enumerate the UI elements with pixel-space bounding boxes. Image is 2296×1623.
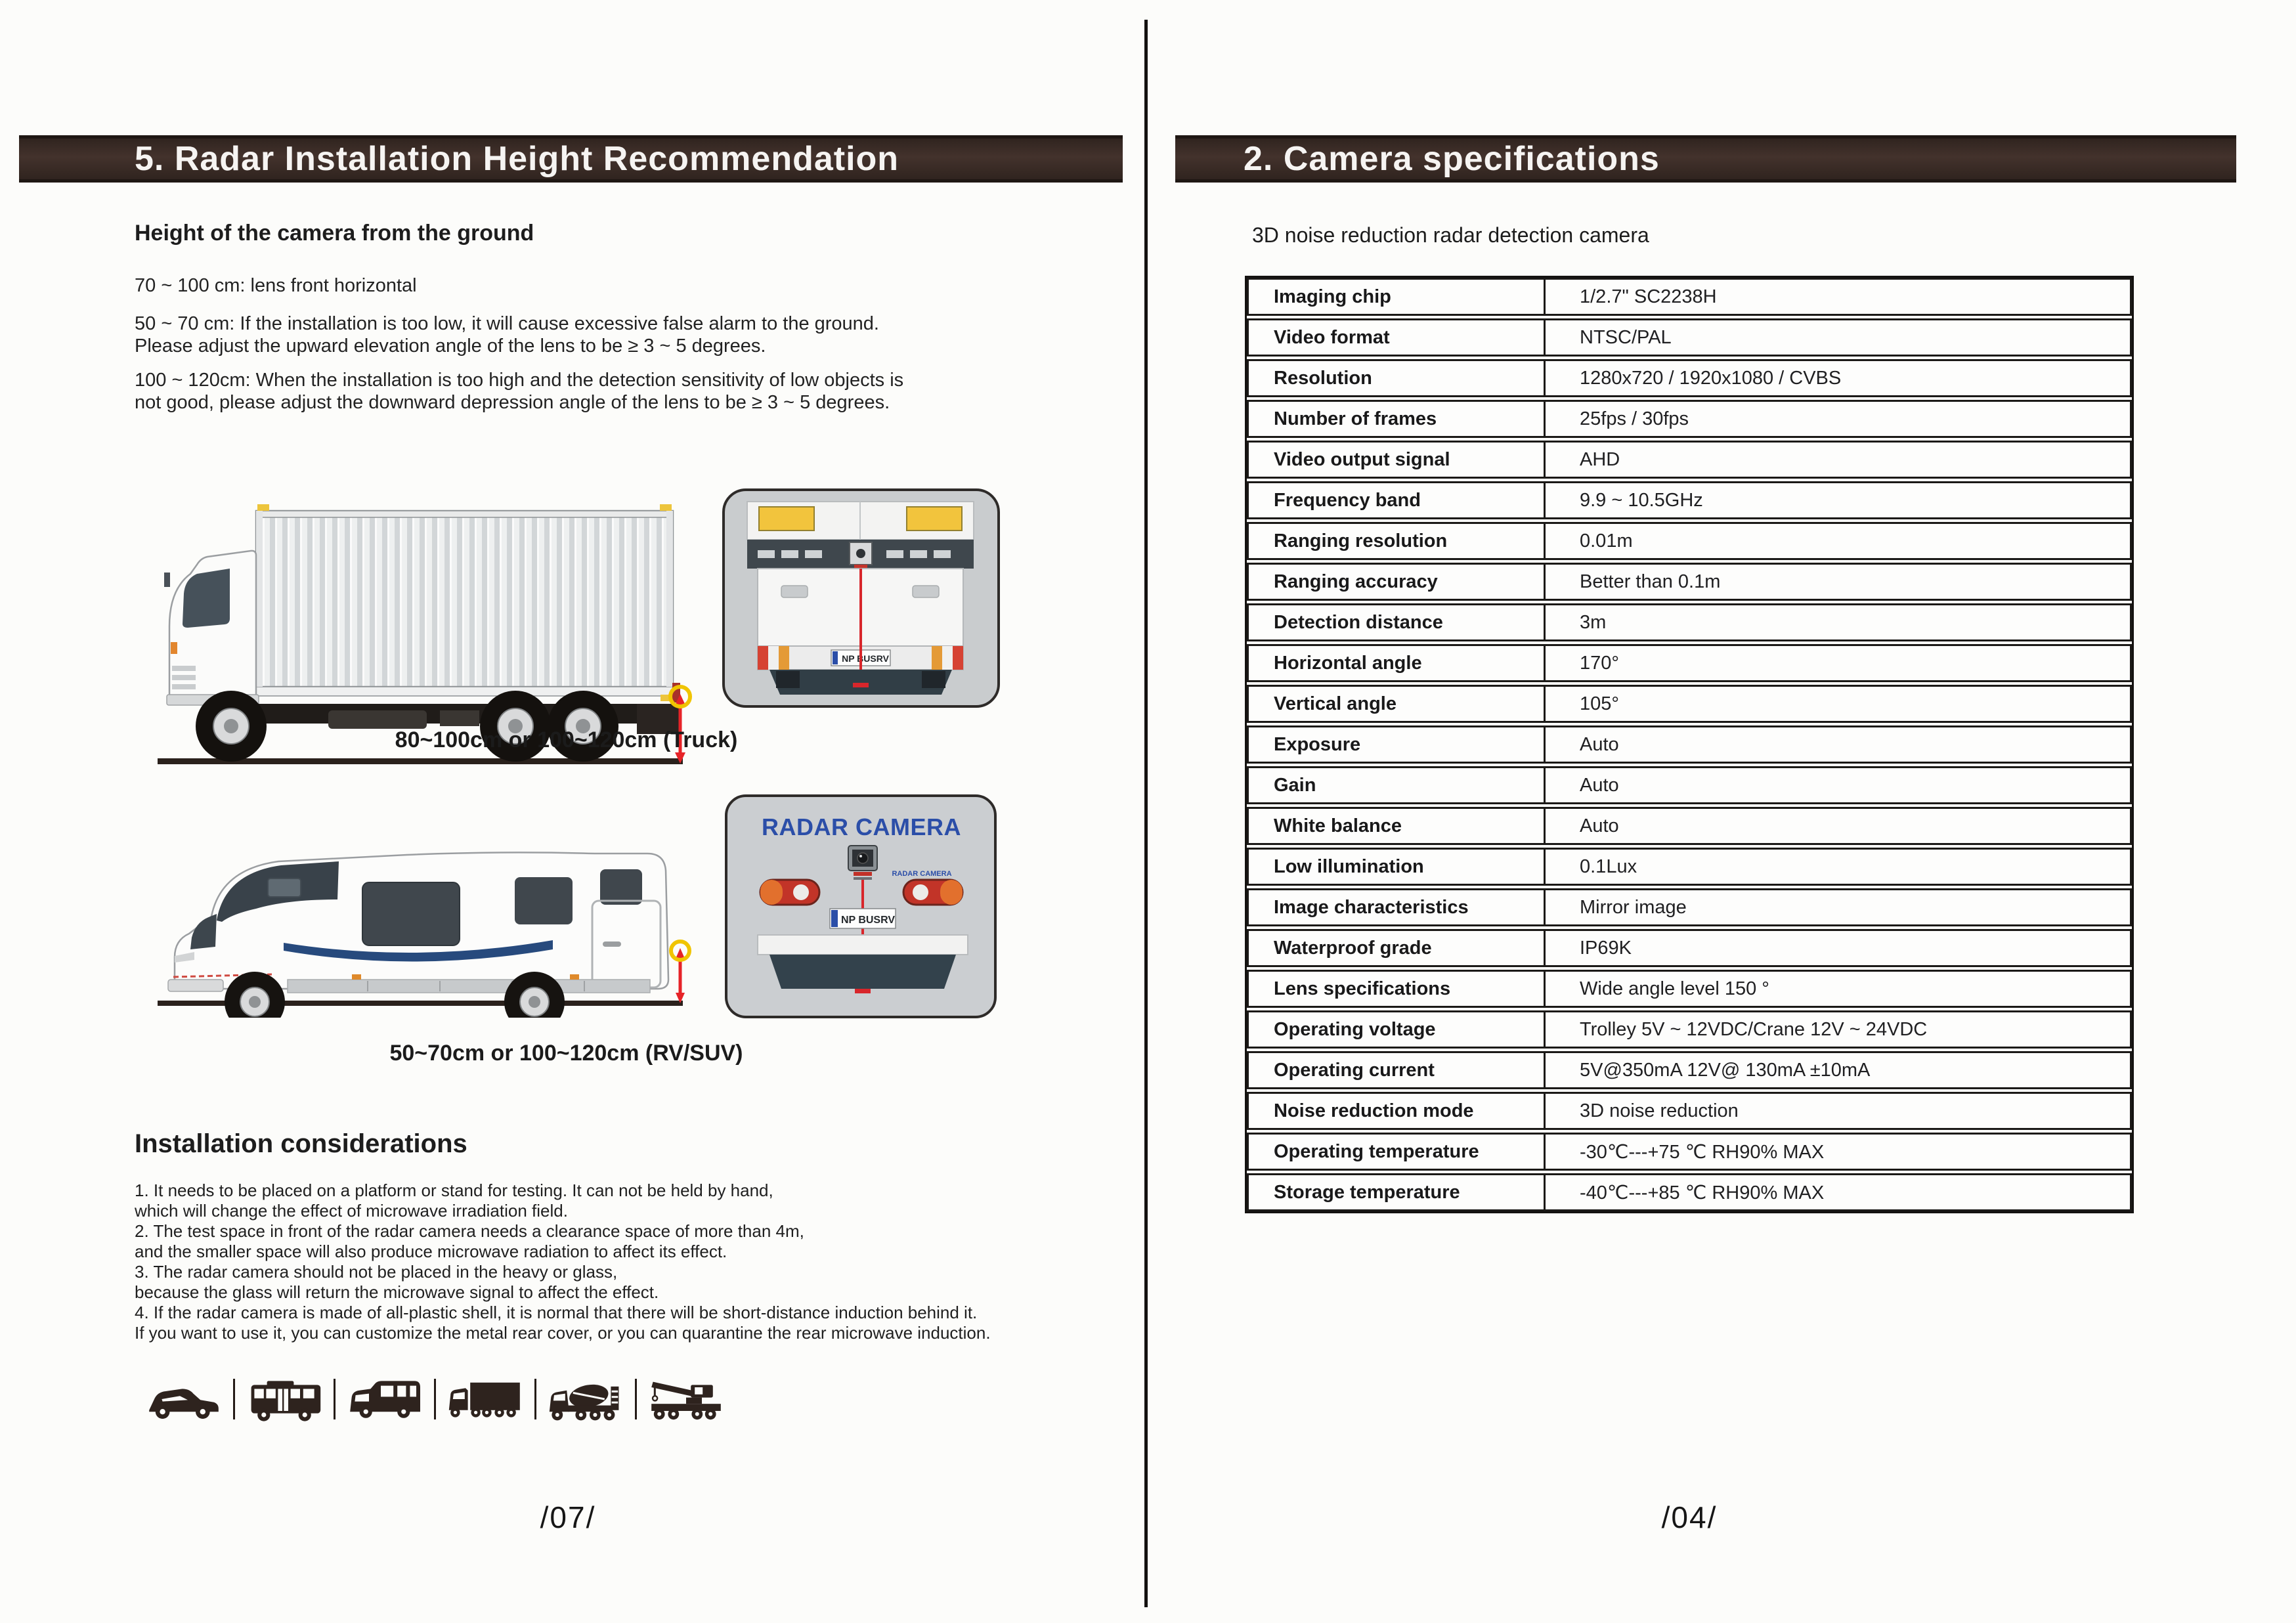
- spec-value: 3D noise reduction: [1580, 1100, 1739, 1121]
- spec-row: [1247, 888, 2132, 926]
- consideration-line: If you want to use it, you can customize the metal rear cover, or you can quarantine the rear microwave induction.: [135, 1323, 991, 1343]
- consideration-line: 3. The radar camera should not be placed in the heavy or glass,: [135, 1262, 618, 1282]
- paragraph-line: 100 ~ 120cm: When the installation is too high and the detection sensitivity of low objects is: [135, 370, 904, 391]
- spec-table-subtitle: 3D noise reduction radar detection camera: [1252, 223, 1649, 247]
- spec-value: -30℃---+75 ℃ RH90% MAX: [1580, 1141, 1825, 1163]
- height-paragraph-2: [135, 313, 879, 357]
- height-paragraph-3: [135, 369, 903, 414]
- spec-value: Better than 0.1m: [1580, 571, 1721, 592]
- spec-value: Wide angle level 150 °: [1580, 978, 1769, 999]
- spec-row: [1247, 1133, 2132, 1171]
- left-section-title-bar: [19, 135, 1123, 183]
- spec-value: Auto: [1580, 774, 1619, 796]
- spec-label: Ranging accuracy: [1249, 565, 1546, 599]
- consideration-line: and the smaller space will also produce microwave radiation to affect its effect.: [135, 1242, 727, 1261]
- spec-label: Video output signal: [1249, 443, 1546, 477]
- spec-label: Operating temperature: [1249, 1135, 1546, 1169]
- spec-row: [1247, 563, 2132, 601]
- spec-row: [1247, 970, 2132, 1008]
- spec-label: Number of frames: [1249, 402, 1546, 436]
- spec-row: [1247, 1173, 2132, 1211]
- spec-label: Waterproof grade: [1249, 931, 1546, 965]
- spec-label: Imaging chip: [1249, 280, 1546, 314]
- spec-row: [1247, 522, 2132, 560]
- spec-row: [1247, 644, 2132, 682]
- radar-camera-small-label: RADAR CAMERA: [892, 870, 952, 878]
- spec-label: Frequency band: [1249, 483, 1546, 517]
- spec-value: Trolley 5V ~ 12VDC/Crane 12V ~ 24VDC: [1580, 1018, 1928, 1040]
- spec-row: [1247, 929, 2132, 967]
- consideration-line: because the glass will return the microwave signal to affect the effect.: [135, 1282, 659, 1302]
- crane-truck-icon: [637, 1375, 735, 1423]
- spec-value: 1/2.7" SC2238H: [1580, 286, 1717, 307]
- spec-label: Image characteristics: [1249, 890, 1546, 924]
- spec-row: [1247, 766, 2132, 804]
- reflector-right: [907, 507, 962, 530]
- spec-row: [1247, 481, 2132, 519]
- spec-label: Detection distance: [1249, 605, 1546, 639]
- spec-label: Exposure: [1249, 727, 1546, 762]
- spec-row: [1247, 807, 2132, 845]
- spec-row: [1247, 603, 2132, 641]
- tail-light-left: [760, 880, 819, 905]
- spec-label: Operating voltage: [1249, 1012, 1546, 1047]
- license-plate-text: NP BUSRV: [842, 653, 889, 664]
- consideration-line: 4. If the radar camera is made of all-plastic shell, it is normal that there will be short-distance induction behind it.: [135, 1303, 978, 1322]
- spec-value: AHD: [1580, 448, 1620, 470]
- spec-value: 0.1Lux: [1580, 855, 1637, 877]
- right-section-title: 2. Camera specifications: [1244, 140, 1660, 178]
- spec-label: White balance: [1249, 809, 1546, 843]
- spec-row: [1247, 441, 2132, 479]
- spec-value: IP69K: [1580, 937, 1632, 959]
- left-page-number: /07/: [540, 1500, 596, 1534]
- spec-label: Resolution: [1249, 361, 1546, 395]
- spec-row: [1247, 359, 2132, 397]
- installation-considerations-heading: Installation considerations: [135, 1129, 467, 1158]
- height-paragraph-1: 70 ~ 100 cm: lens front horizontal: [135, 275, 417, 296]
- bus-icon: [235, 1375, 334, 1423]
- spec-label: Gain: [1249, 768, 1546, 802]
- spec-row: [1247, 1010, 2132, 1049]
- spec-value: Mirror image: [1580, 896, 1687, 918]
- spec-row: [1247, 318, 2132, 357]
- spec-value: 5V@350mA 12V@ 130mA ±10mA: [1580, 1059, 1871, 1081]
- rv-rear-illustration: [724, 793, 998, 1020]
- radar-camera-label: RADAR CAMERA: [762, 813, 961, 840]
- spec-label: Storage temperature: [1249, 1175, 1546, 1209]
- windshield: [190, 914, 217, 949]
- right-page-number: /04/: [1661, 1500, 1718, 1534]
- mixer-truck-icon: [536, 1375, 635, 1423]
- paragraph-line: 50 ~ 70 cm: If the installation is too low, it will cause excessive false alarm to the ground.: [135, 313, 879, 334]
- truck-rear-illustration: [721, 487, 1001, 709]
- spec-label: Operating current: [1249, 1053, 1546, 1087]
- spec-label: Lens specifications: [1249, 972, 1546, 1006]
- spec-value: Auto: [1580, 733, 1619, 755]
- rv-icon: [336, 1375, 434, 1423]
- spec-label: Noise reduction mode: [1249, 1094, 1546, 1128]
- paragraph-line: not good, please adjust the downward depression angle of the lens to be ≥ 3 ~ 5 degrees.: [135, 392, 890, 413]
- spec-row: [1247, 1051, 2132, 1089]
- rv-figure-caption: 50~70cm or 100~120cm (RV/SUV): [389, 1041, 743, 1066]
- spec-row: [1247, 725, 2132, 764]
- car-icon: [135, 1375, 233, 1423]
- spec-label: Video format: [1249, 320, 1546, 355]
- spec-row: [1247, 848, 2132, 886]
- spec-row: [1247, 1092, 2132, 1130]
- camera-height-heading: Height of the camera from the ground: [135, 221, 534, 246]
- spec-value: Auto: [1580, 815, 1619, 836]
- spec-value: 1280x720 / 1920x1080 / CVBS: [1580, 367, 1842, 389]
- spec-value: 0.01m: [1580, 530, 1633, 552]
- spec-value: 9.9 ~ 10.5GHz: [1580, 489, 1703, 511]
- installation-considerations-list: [135, 1180, 991, 1343]
- spec-value: 25fps / 30fps: [1580, 408, 1689, 429]
- reflector-left: [759, 507, 814, 530]
- right-section-title-bar: [1175, 135, 2236, 183]
- cargo-container: [256, 511, 673, 687]
- license-plate-text: NP BUSRV: [840, 915, 896, 926]
- spec-label: Low illumination: [1249, 850, 1546, 884]
- spec-label: Ranging resolution: [1249, 524, 1546, 558]
- truck-icon: [436, 1375, 534, 1423]
- height-arrow: [671, 941, 689, 1003]
- spec-value: 3m: [1580, 611, 1607, 633]
- consideration-line: which will change the effect of microwave irradiation field.: [135, 1201, 568, 1221]
- tail-light-right: [903, 880, 963, 905]
- spec-row: [1247, 278, 2132, 316]
- spec-value: -40℃---+85 ℃ RH90% MAX: [1580, 1182, 1825, 1203]
- spec-value: NTSC/PAL: [1580, 326, 1672, 348]
- page-divider: [1144, 20, 1148, 1607]
- camera-spec-table: [1245, 276, 2134, 1213]
- truck-figure-caption: 80~100cm or 100~120cm (Truck): [395, 727, 738, 752]
- spec-row: [1247, 685, 2132, 723]
- spec-label: Vertical angle: [1249, 687, 1546, 721]
- spec-value: 170°: [1580, 652, 1619, 674]
- spec-row: [1247, 400, 2132, 438]
- paragraph-line: Please adjust the upward elevation angle of the lens to be ≥ 3 ~ 5 degrees.: [135, 335, 766, 357]
- left-section-title: 5. Radar Installation Height Recommendation: [135, 140, 899, 178]
- rv-side-illustration: [131, 787, 703, 1018]
- consideration-line: 1. It needs to be placed on a platform or stand for testing. It can not be held by hand,: [135, 1180, 773, 1200]
- spec-label: Horizontal angle: [1249, 646, 1546, 680]
- consideration-line: 2. The test space in front of the radar camera needs a clearance space of more than 4m,: [135, 1221, 804, 1241]
- spec-value: 105°: [1580, 693, 1619, 714]
- vehicle-icons-row: [135, 1374, 745, 1425]
